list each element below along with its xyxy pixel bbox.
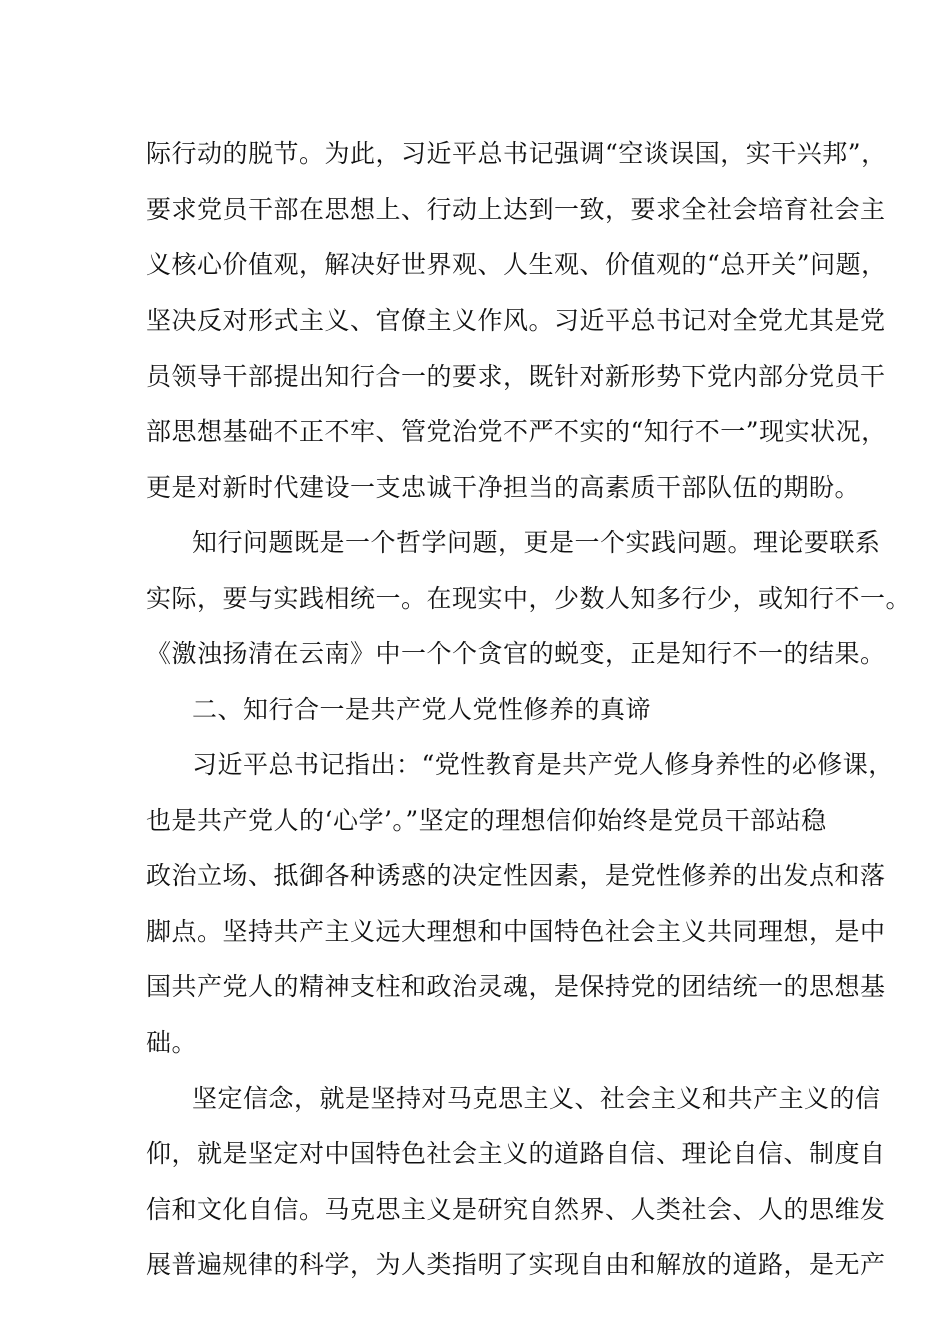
text-line: 国共产党人的精神支柱和政治灵魂，是保持党的团结统一的思想基 xyxy=(146,972,886,1001)
text-line: 仰，就是坚定对中国特色社会主义的道路自信、理论自信、制度自 xyxy=(146,1139,886,1168)
text-line: 《激浊扬清在云南》中一个个贪官的蜕变，正是知行不一的结果。 xyxy=(146,639,886,668)
text-line: 部思想基础不正不牢、管党治党不严不实的“知行不一”现实状况， xyxy=(146,417,887,446)
text-line: 础。 xyxy=(146,1028,198,1057)
paragraph-start-line: 坚定信念，就是坚持对马克思主义、社会主义和共产主义的信 xyxy=(192,1084,881,1113)
paragraph-start-line: 知行问题既是一个哲学问题，更是一个实践问题。理论要联系 xyxy=(192,528,881,557)
text-line: 信和文化自信。马克思主义是研究自然界、人类社会、人的思维发 xyxy=(146,1195,886,1224)
text-line: 脚点。坚持共产主义远大理想和中国特色社会主义共同理想，是中 xyxy=(146,917,886,946)
section-heading: 二、知行合一是共产党人党性修养的真谛 xyxy=(192,695,652,724)
text-line: 更是对新时代建设一支忠诚干净担当的高素质干部队伍的期盼。 xyxy=(146,473,861,502)
text-line: 实际，要与实践相统一。在现实中，少数人知多行少，或知行不一。 xyxy=(146,584,912,613)
text-line: 义核心价值观，解决好世界观、人生观、价值观的“总开关”问题， xyxy=(146,250,887,279)
text-line: 也是共产党人的‘心学’。”坚定的理想信仰始终是党员干部站稳 xyxy=(146,806,827,835)
text-line: 展普遍规律的科学，为人类指明了实现自由和解放的道路，是无产 xyxy=(146,1250,886,1279)
text-line: 要求党员干部在思想上、行动上达到一致，要求全社会培育社会主 xyxy=(146,195,886,224)
text-line: 坚决反对形式主义、官僚主义作风。习近平总书记对全党尤其是党 xyxy=(146,306,886,335)
text-line: 政治立场、抵御各种诱惑的决定性因素，是党性修养的出发点和落 xyxy=(146,861,886,890)
text-line: 员领导干部提出知行合一的要求，既针对新形势下党内部分党员干 xyxy=(146,362,886,391)
paragraph-start-line: 习近平总书记指出：“党性教育是共产党人修身养性的必修课， xyxy=(192,750,894,779)
text-line: 际行动的脱节。为此，习近平总书记强调“空谈误国，实干兴邦”， xyxy=(146,139,887,168)
